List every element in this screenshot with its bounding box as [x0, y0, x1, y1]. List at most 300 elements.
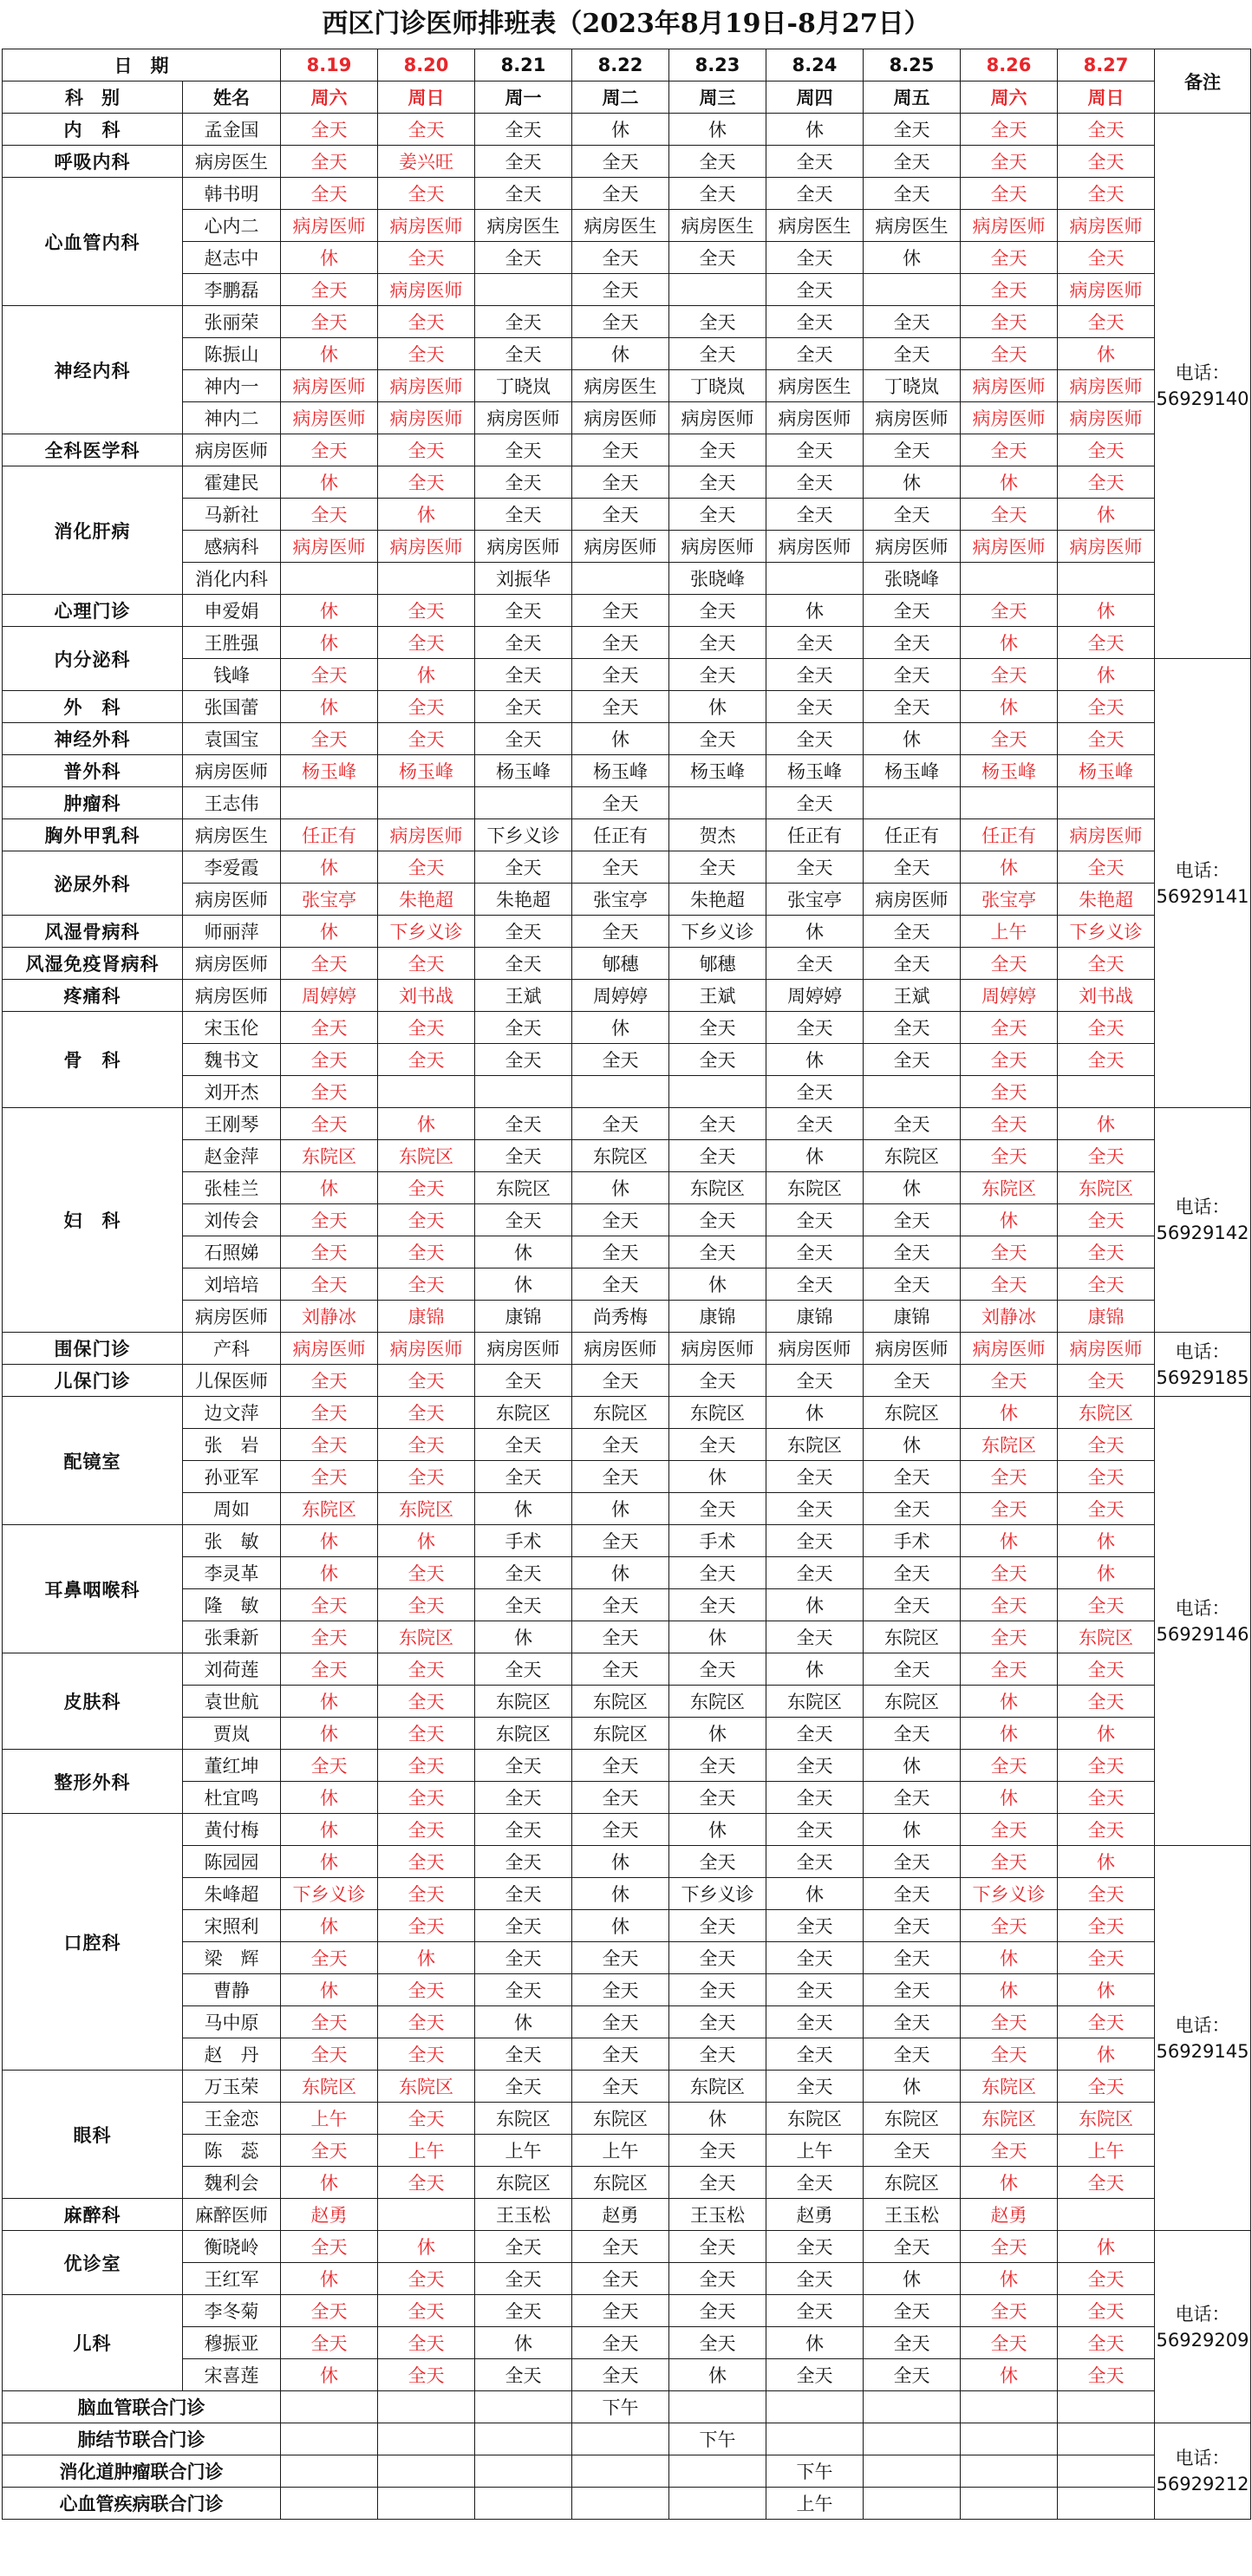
shift-cell: 全天: [475, 466, 572, 499]
shift-cell: 全天: [1058, 1750, 1155, 1782]
shift-cell: 全天: [669, 306, 766, 338]
shift-cell: 全天: [1058, 306, 1155, 338]
shift-cell: 东院区: [961, 2071, 1058, 2103]
shift-cell: 病房医师: [1058, 274, 1155, 306]
shift-cell: 全天: [864, 2359, 961, 2391]
table-row: [3, 1878, 1251, 1910]
table-row: [3, 434, 1251, 466]
shift-cell: 休: [961, 1204, 1058, 1236]
doctor-name-cell: 孙亚军: [183, 1461, 281, 1493]
shift-cell: 东院区: [475, 1397, 572, 1429]
shift-cell: 病房医生: [864, 210, 961, 242]
shift-cell: 全天: [475, 2295, 572, 2327]
shift-cell: 全天: [378, 1589, 475, 1621]
shift-cell: 全天: [572, 306, 669, 338]
doctor-name-cell: 王志伟: [183, 787, 281, 819]
shift-cell: 休: [281, 2167, 378, 2199]
shift-cell: 全天: [1058, 1942, 1155, 1974]
table-row: [3, 723, 1251, 755]
shift-cell: 休: [281, 1846, 378, 1878]
shift-cell: 全天: [475, 1653, 572, 1686]
shift-cell: 全天: [572, 1974, 669, 2006]
shift-cell: 病房医师: [281, 370, 378, 402]
shift-cell: 休: [961, 1397, 1058, 1429]
shift-cell: 全天: [475, 1974, 572, 2006]
doctor-name-cell: 病房医师: [183, 1301, 281, 1333]
name-label-cell: 姓名: [183, 82, 281, 114]
shift-cell: 东院区: [572, 2167, 669, 2199]
shift-cell: 全天: [669, 1044, 766, 1076]
doctor-name-cell: 韩书明: [183, 178, 281, 210]
shift-cell: 全天: [864, 146, 961, 178]
shift-cell: 全天: [572, 851, 669, 884]
shift-cell: 全天: [1058, 948, 1155, 980]
shift-cell: 全天: [475, 2359, 572, 2391]
shift-cell: 全天: [669, 1942, 766, 1974]
shift-cell: 病房医师: [475, 402, 572, 434]
shift-cell: 东院区: [281, 2071, 378, 2103]
table-row: [3, 916, 1251, 948]
table-row: [3, 370, 1251, 402]
shift-cell: 全天: [1058, 1365, 1155, 1397]
shift-cell: 休: [281, 627, 378, 659]
shift-cell: 手术: [864, 1525, 961, 1557]
shift-cell: 休: [475, 2327, 572, 2359]
doctor-name-cell: 李灵革: [183, 1557, 281, 1589]
doctor-name-cell: 宋照利: [183, 1910, 281, 1942]
shift-cell: 全天: [766, 2231, 864, 2263]
table-row: [3, 1814, 1251, 1846]
phone-label: 电话：: [1175, 362, 1230, 383]
shift-cell: 全天: [572, 2006, 669, 2038]
shift-cell: 全天: [766, 466, 864, 499]
shift-cell: [1058, 2423, 1155, 2455]
table-row: [3, 755, 1251, 787]
shift-cell: 全天: [572, 242, 669, 274]
shift-cell: 全天: [281, 1076, 378, 1108]
shift-cell: 全天: [1058, 2359, 1155, 2391]
shift-cell: 全天: [766, 499, 864, 531]
shift-cell: 赵勇: [281, 2199, 378, 2231]
shift-cell: [475, 274, 572, 306]
phone-number: 56929209: [1156, 2329, 1249, 2351]
shift-cell: 休: [475, 2006, 572, 2038]
shift-cell: 下乡义诊: [1058, 916, 1155, 948]
doctor-name-cell: 病房医师: [183, 884, 281, 916]
shift-cell: 休: [961, 1782, 1058, 1814]
weekday-cell: 周一: [475, 82, 572, 114]
shift-cell: 全天: [669, 242, 766, 274]
shift-cell: 休: [378, 2231, 475, 2263]
shift-cell: 全天: [864, 338, 961, 370]
table-row: [3, 1686, 1251, 1718]
shift-cell: 病房医师: [669, 1333, 766, 1365]
shift-cell: 东院区: [1058, 1172, 1155, 1204]
shift-cell: 全天: [378, 1782, 475, 1814]
doctor-name-cell: 感病科: [183, 531, 281, 563]
shift-cell: 全天: [669, 2231, 766, 2263]
shift-cell: 丁晓岚: [475, 370, 572, 402]
shift-cell: 全天: [961, 1589, 1058, 1621]
shift-cell: 全天: [961, 146, 1058, 178]
shift-cell: 休: [1058, 1974, 1155, 2006]
doctor-name-cell: 赵金萍: [183, 1140, 281, 1172]
shift-cell: 全天: [961, 306, 1058, 338]
shift-cell: 全天: [378, 434, 475, 466]
doctor-name-cell: 霍建民: [183, 466, 281, 499]
shift-cell: 休: [766, 2327, 864, 2359]
doctor-name-cell: 周如: [183, 1493, 281, 1525]
dept-cell: 妇 科: [3, 1108, 183, 1333]
shift-cell: 全天: [475, 691, 572, 723]
doctor-name-cell: 病房医师: [183, 980, 281, 1012]
date-cell: 8.21: [475, 49, 572, 82]
table-row: [3, 531, 1251, 563]
shift-cell: 休: [669, 691, 766, 723]
doctor-name-cell: 袁国宝: [183, 723, 281, 755]
shift-cell: 全天: [475, 1782, 572, 1814]
shift-cell: 全天: [961, 2327, 1058, 2359]
doctor-name-cell: 马新社: [183, 499, 281, 531]
table-row: [3, 1974, 1251, 2006]
shift-cell: [669, 2455, 766, 2488]
shift-cell: 全天: [378, 178, 475, 210]
shift-cell: 全天: [766, 723, 864, 755]
shift-cell: 杨玉峰: [281, 755, 378, 787]
shift-cell: 全天: [669, 1493, 766, 1525]
shift-cell: 全天: [669, 466, 766, 499]
shift-cell: 全天: [378, 1653, 475, 1686]
shift-cell: 全天: [572, 1814, 669, 1846]
shift-cell: 全天: [961, 1365, 1058, 1397]
shift-cell: 全天: [961, 2006, 1058, 2038]
shift-cell: 休: [669, 1718, 766, 1750]
shift-cell: 全天: [669, 595, 766, 627]
phone-label: 电话：: [1175, 1597, 1230, 1619]
shift-cell: 休: [864, 1172, 961, 1204]
shift-cell: 全天: [475, 1044, 572, 1076]
shift-cell: 休: [281, 851, 378, 884]
shift-cell: 全天: [1058, 1140, 1155, 1172]
shift-cell: [475, 2455, 572, 2488]
joint-clinic-label: 消化道肿瘤联合门诊: [3, 2455, 281, 2488]
shift-cell: 下乡义诊: [669, 916, 766, 948]
dept-cell: 儿科: [3, 2295, 183, 2391]
doctor-name-cell: 宋玉伦: [183, 1012, 281, 1044]
doctor-name-cell: 石照娣: [183, 1236, 281, 1268]
shift-cell: 全天: [766, 2006, 864, 2038]
phone-note: [1155, 1397, 1251, 1846]
doctor-name-cell: 消化内科: [183, 563, 281, 595]
date-cell: 8.25: [864, 49, 961, 82]
shift-cell: [281, 563, 378, 595]
shift-cell: 全天: [281, 1108, 378, 1140]
shift-cell: 全天: [281, 659, 378, 691]
shift-cell: 全天: [572, 466, 669, 499]
shift-cell: 全天: [572, 1365, 669, 1397]
doctor-name-cell: 杜宜鸣: [183, 1782, 281, 1814]
shift-cell: 全天: [864, 2327, 961, 2359]
shift-cell: [572, 2488, 669, 2520]
shift-cell: 全天: [766, 1204, 864, 1236]
table-row: [3, 146, 1251, 178]
shift-cell: 全天: [572, 1653, 669, 1686]
table-row: [3, 1301, 1251, 1333]
shift-cell: 全天: [766, 627, 864, 659]
weekday-cell: 周三: [669, 82, 766, 114]
shift-cell: 下乡义诊: [281, 1878, 378, 1910]
shift-cell: 休: [475, 1236, 572, 1268]
shift-cell: 全天: [864, 1365, 961, 1397]
shift-cell: 周婷婷: [281, 980, 378, 1012]
shift-cell: 休: [1058, 338, 1155, 370]
shift-cell: 病房医师: [475, 1333, 572, 1365]
table-row: [3, 2199, 1251, 2231]
shift-cell: 全天: [378, 595, 475, 627]
shift-cell: 病房医师: [961, 531, 1058, 563]
shift-cell: [475, 787, 572, 819]
shift-cell: 东院区: [961, 1172, 1058, 1204]
shift-cell: 全天: [766, 787, 864, 819]
shift-cell: 全天: [864, 1942, 961, 1974]
shift-cell: 全天: [669, 1910, 766, 1942]
dept-cell: 风湿骨病科: [3, 916, 183, 948]
shift-cell: 全天: [572, 146, 669, 178]
shift-cell: 全天: [669, 1974, 766, 2006]
shift-cell: 东院区: [669, 1397, 766, 1429]
shift-cell: 全天: [1058, 2167, 1155, 2199]
shift-cell: 任正有: [961, 819, 1058, 851]
shift-cell: 全天: [1058, 1686, 1155, 1718]
shift-cell: 全天: [475, 1814, 572, 1846]
shift-cell: 全天: [1058, 146, 1155, 178]
doctor-name-cell: 刘荷莲: [183, 1653, 281, 1686]
shift-cell: 全天: [475, 595, 572, 627]
shift-cell: 全天: [766, 306, 864, 338]
shift-cell: 休: [1058, 2231, 1155, 2263]
shift-cell: 全天: [864, 114, 961, 146]
table-row: [3, 787, 1251, 819]
phone-note: [1155, 1846, 1251, 2231]
shift-cell: 病房医师: [1058, 1333, 1155, 1365]
shift-cell: 全天: [766, 274, 864, 306]
doctor-name-cell: 张秉新: [183, 1621, 281, 1653]
doctor-name-cell: 王胜强: [183, 627, 281, 659]
shift-cell: 朱艳超: [669, 884, 766, 916]
shift-cell: 杨玉峰: [961, 755, 1058, 787]
doctor-name-cell: 病房医生: [183, 819, 281, 851]
shift-cell: 休: [572, 1846, 669, 1878]
shift-cell: 休: [766, 916, 864, 948]
shift-cell: 全天: [1058, 1461, 1155, 1493]
shift-cell: 全天: [864, 1557, 961, 1589]
shift-cell: 王斌: [864, 980, 961, 1012]
shift-cell: 全天: [1058, 1204, 1155, 1236]
shift-cell: 全天: [378, 2103, 475, 2135]
shift-cell: 张宝亭: [961, 884, 1058, 916]
shift-cell: 病房医师: [378, 531, 475, 563]
doctor-name-cell: 衡晓岭: [183, 2231, 281, 2263]
shift-cell: [378, 787, 475, 819]
shift-cell: 全天: [281, 2006, 378, 2038]
shift-cell: 张宝亭: [281, 884, 378, 916]
shift-cell: 全天: [766, 1525, 864, 1557]
shift-cell: 朱艳超: [1058, 884, 1155, 916]
shift-cell: 刘振华: [475, 563, 572, 595]
shift-cell: 全天: [669, 2295, 766, 2327]
shift-cell: 病房医师: [669, 531, 766, 563]
table-row: [3, 819, 1251, 851]
shift-cell: 全天: [281, 1365, 378, 1397]
shift-cell: 全天: [1058, 2263, 1155, 2295]
shift-cell: 全天: [864, 1910, 961, 1942]
doctor-name-cell: 产科: [183, 1333, 281, 1365]
shift-cell: 全天: [378, 1878, 475, 1910]
table-row: [3, 2327, 1251, 2359]
shift-cell: 全天: [572, 1621, 669, 1653]
note-header-cell: 备注: [1155, 49, 1251, 114]
dept-cell: 泌尿外科: [3, 851, 183, 916]
table-row: [3, 2295, 1251, 2327]
phone-number: 56929140: [1156, 388, 1249, 409]
shift-cell: 休: [281, 2359, 378, 2391]
shift-cell: 全天: [572, 1525, 669, 1557]
shift-cell: 全天: [669, 1589, 766, 1621]
shift-cell: 全天: [281, 723, 378, 755]
shift-cell: 病房医师: [572, 402, 669, 434]
phone-number: 56929142: [1156, 1223, 1249, 1243]
doctor-name-cell: 董红坤: [183, 1750, 281, 1782]
shift-cell: 东院区: [378, 2071, 475, 2103]
table-row: [3, 980, 1251, 1012]
shift-cell: 休: [864, 1814, 961, 1846]
shift-cell: [475, 2488, 572, 2520]
shift-cell: 全天: [378, 1718, 475, 1750]
dept-cell: 耳鼻咽喉科: [3, 1525, 183, 1653]
shift-cell: [475, 2423, 572, 2455]
shift-cell: 全天: [475, 1461, 572, 1493]
table-row: [3, 2006, 1251, 2038]
shift-cell: 全天: [378, 338, 475, 370]
doctor-name-cell: 李爱霞: [183, 851, 281, 884]
table-row: [3, 2359, 1251, 2391]
shift-cell: 休: [669, 2359, 766, 2391]
shift-cell: [475, 1076, 572, 1108]
shift-cell: 全天: [378, 1461, 475, 1493]
doctor-name-cell: 魏利会: [183, 2167, 281, 2199]
shift-cell: 休: [281, 466, 378, 499]
shift-cell: 全天: [766, 1814, 864, 1846]
table-row: [3, 306, 1251, 338]
phone-note: [1155, 114, 1251, 659]
header-date-row: [3, 49, 1251, 82]
shift-cell: 全天: [572, 2295, 669, 2327]
shift-cell: 病房医生: [766, 210, 864, 242]
shift-cell: 杨玉峰: [766, 755, 864, 787]
dept-cell: 优诊室: [3, 2231, 183, 2295]
shift-cell: 全天: [1058, 1429, 1155, 1461]
shift-cell: 病房医生: [669, 210, 766, 242]
shift-cell: 东院区: [864, 1397, 961, 1429]
shift-cell: 全天: [766, 242, 864, 274]
shift-cell: 全天: [669, 2327, 766, 2359]
table-row: [3, 1750, 1251, 1782]
shift-cell: 全天: [669, 499, 766, 531]
dept-cell: 儿保门诊: [3, 1365, 183, 1397]
shift-cell: 全天: [669, 2135, 766, 2167]
shift-cell: 任正有: [766, 819, 864, 851]
shift-cell: 全天: [572, 1204, 669, 1236]
shift-cell: 休: [281, 691, 378, 723]
shift-cell: 全天: [669, 1236, 766, 1268]
joint-clinic-label: 心血管疾病联合门诊: [3, 2488, 281, 2520]
shift-cell: 东院区: [378, 1493, 475, 1525]
shift-cell: 上午: [378, 2135, 475, 2167]
shift-cell: 全天: [378, 1686, 475, 1718]
shift-cell: 全天: [864, 1268, 961, 1301]
table-row: [3, 274, 1251, 306]
doctor-name-cell: 朱峰超: [183, 1878, 281, 1910]
shift-cell: 全天: [475, 2071, 572, 2103]
table-row: [3, 2071, 1251, 2103]
shift-cell: 病房医师: [864, 884, 961, 916]
shift-cell: 全天: [378, 2327, 475, 2359]
shift-cell: 全天: [961, 595, 1058, 627]
shift-cell: 全天: [572, 1236, 669, 1268]
shift-cell: 东院区: [281, 1140, 378, 1172]
shift-cell: 全天: [378, 1172, 475, 1204]
shift-cell: 全天: [864, 2135, 961, 2167]
shift-cell: 全天: [281, 1204, 378, 1236]
dept-cell: 风湿免疫肾病科: [3, 948, 183, 980]
shift-cell: 全天: [766, 1942, 864, 1974]
shift-cell: 全天: [475, 2038, 572, 2071]
table-row: [3, 2263, 1251, 2295]
doctor-name-cell: 刘培培: [183, 1268, 281, 1301]
doctor-name-cell: 病房医师: [183, 755, 281, 787]
shift-cell: 休: [572, 1557, 669, 1589]
shift-cell: 全天: [378, 851, 475, 884]
shift-cell: 手术: [669, 1525, 766, 1557]
shift-cell: 周婷婷: [572, 980, 669, 1012]
shift-cell: 全天: [1058, 114, 1155, 146]
doctor-name-cell: 刘开杰: [183, 1076, 281, 1108]
table-row: [3, 1236, 1251, 1268]
dept-cell: 疼痛科: [3, 980, 183, 1012]
shift-cell: 全天: [766, 2167, 864, 2199]
shift-cell: 休: [766, 114, 864, 146]
shift-cell: 东院区: [766, 1429, 864, 1461]
date-cell: 8.19: [281, 49, 378, 82]
shift-cell: 休: [378, 1942, 475, 1974]
shift-cell: 全天: [281, 2295, 378, 2327]
shift-cell: 上午: [766, 2488, 864, 2520]
shift-cell: 病房医师: [378, 402, 475, 434]
shift-cell: 全天: [961, 723, 1058, 755]
shift-cell: 全天: [864, 2006, 961, 2038]
shift-cell: 东院区: [1058, 2103, 1155, 2135]
shift-cell: 全天: [864, 1846, 961, 1878]
shift-cell: 休: [281, 1974, 378, 2006]
shift-cell: 全天: [864, 1236, 961, 1268]
shift-cell: 休: [669, 114, 766, 146]
shift-cell: 全天: [766, 1461, 864, 1493]
shift-cell: 全天: [475, 242, 572, 274]
shift-cell: 全天: [961, 1493, 1058, 1525]
shift-cell: 休: [281, 1910, 378, 1942]
shift-cell: 东院区: [1058, 1397, 1155, 1429]
shift-cell: 全天: [1058, 2006, 1155, 2038]
